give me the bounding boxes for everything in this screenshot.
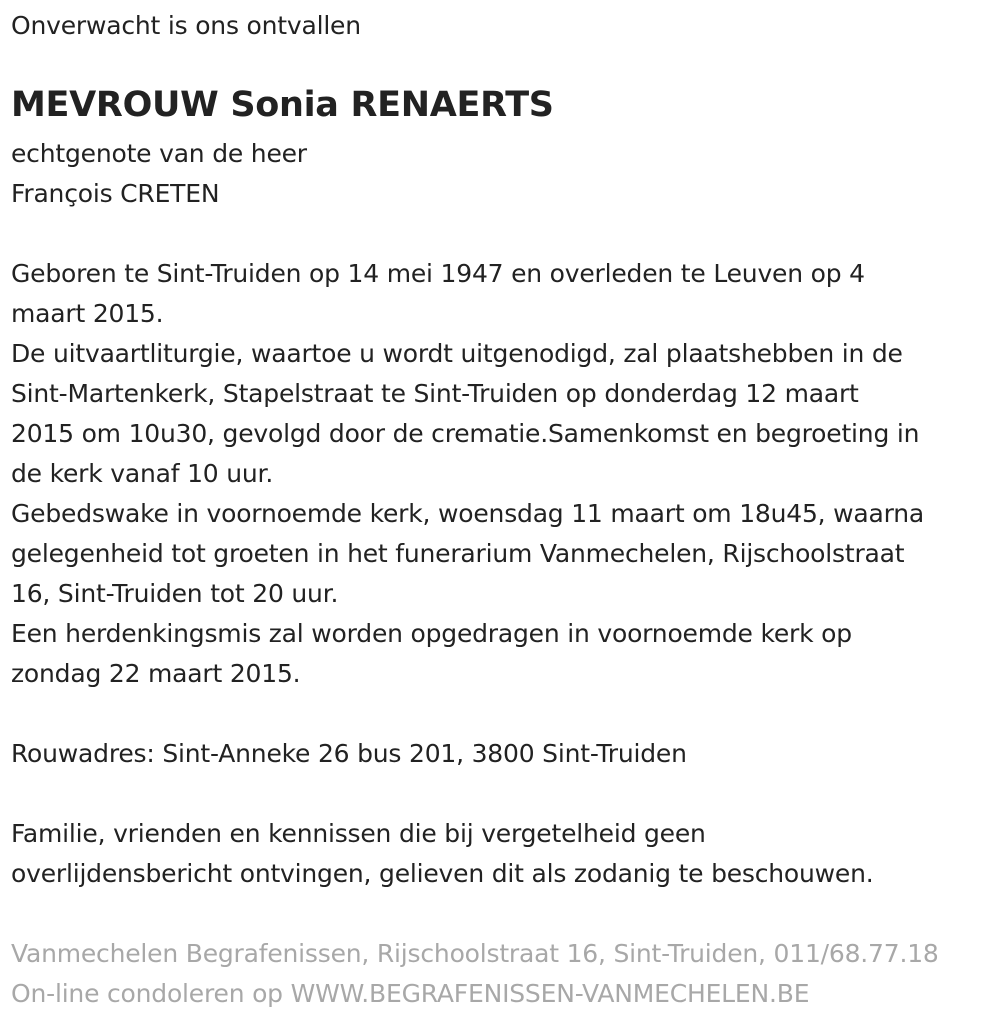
body-line: Geboren te Sint-Truiden op 14 mei 1947 en overleden te Leuven op 4 bbox=[11, 259, 865, 288]
deceased-name: MEVROUW Sonia RENAERTS bbox=[11, 85, 554, 125]
body-line: Gebedswake in voornoemde kerk, woensdag 11 maart om 18u45, waarna bbox=[11, 499, 925, 528]
body-line: Een herdenkingsmis zal worden opgedragen in voornoemde kerk op bbox=[11, 619, 852, 648]
body-line: gelegenheid tot groeten in het funerarium Vanmechelen, Rijschoolstraat bbox=[11, 539, 905, 568]
notice-line: overlijdensbericht ontvingen, gelieven dit als zodanig te beschouwen. bbox=[11, 859, 874, 888]
spouse-relation: echtgenote van de heer bbox=[11, 139, 307, 168]
body-line: de kerk vanaf 10 uur. bbox=[11, 459, 274, 488]
spouse-name: François CRETEN bbox=[11, 179, 220, 208]
funeral-home-contact: Vanmechelen Begrafenissen, Rijschoolstraat 16, Sint-Truiden, 011/68.77.18 bbox=[11, 939, 939, 968]
body-line: De uitvaartliturgie, waartoe u wordt uitgenodigd, zal plaatshebben in de bbox=[11, 339, 903, 368]
body-line: 2015 om 10u30, gevolgd door de crematie.Samenkomst en begroeting in bbox=[11, 419, 920, 448]
mourning-address: Rouwadres: Sint-Anneke 26 bus 201, 3800 Sint-Truiden bbox=[11, 739, 687, 768]
intro-text: Onverwacht is ons ontvallen bbox=[11, 11, 361, 40]
ceremony-details bbox=[11, 254, 924, 694]
body-line: Sint-Martenkerk, Stapelstraat te Sint-Truiden op donderdag 12 maart bbox=[11, 379, 859, 408]
body-line: 16, Sint-Truiden tot 20 uur. bbox=[11, 579, 339, 608]
online-condolences-line: On-line condoleren op WWW.BEGRAFENISSEN-VANMECHELEN.BE bbox=[11, 979, 810, 1008]
notice-line: Familie, vrienden en kennissen die bij vergetelheid geen bbox=[11, 819, 706, 848]
spouse-block bbox=[11, 134, 307, 214]
body-line: zondag 22 maart 2015. bbox=[11, 659, 301, 688]
family-notice bbox=[11, 814, 874, 894]
funeral-home-footer bbox=[11, 934, 939, 1014]
body-line: maart 2015. bbox=[11, 299, 164, 328]
